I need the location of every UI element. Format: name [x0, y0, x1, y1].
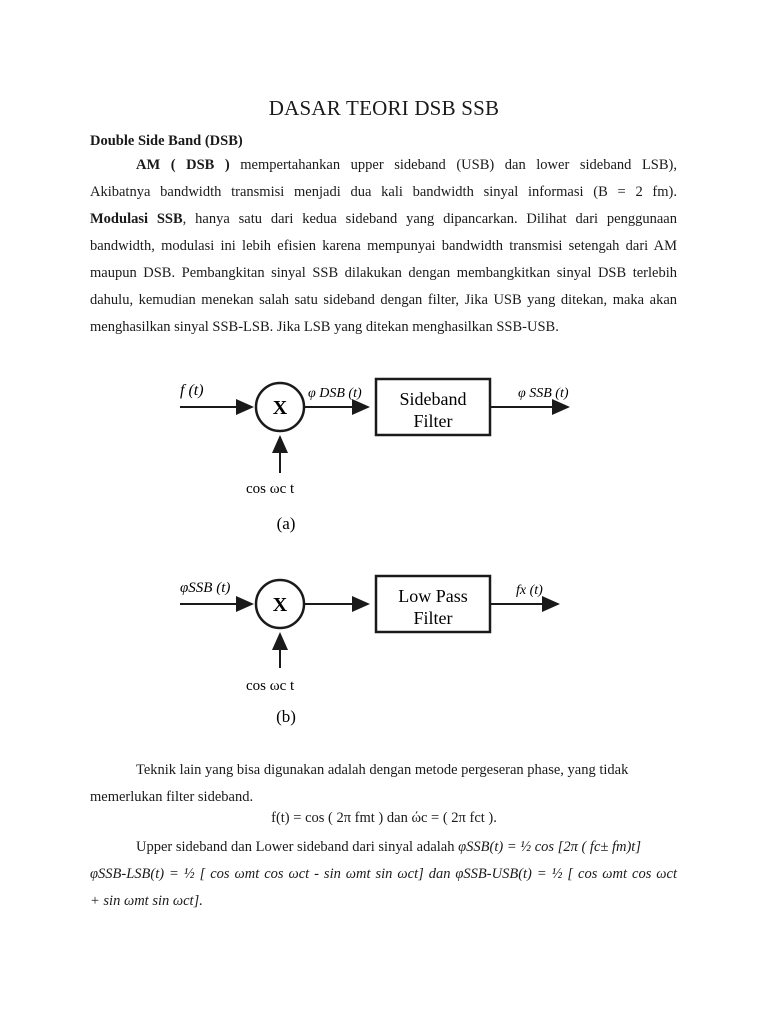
formula-signal-definition: f(t) = cos ( 2π fmt ) dan ώc = ( 2π fct ).	[271, 810, 497, 826]
paragraph-line	[90, 152, 677, 179]
paragraph-line: bandwidth, modulasi ini lebih efisien karena mempunyai bandwidth transmisi setengah dari AM	[90, 238, 677, 254]
bold-term-am-dsb: AM ( DSB )	[136, 157, 230, 173]
mixer-symbol: X	[272, 594, 288, 616]
diagram-a-svg	[172, 365, 612, 545]
text-span: mempertahankan upper sideband (USB) dan lower sideband LSB),	[229, 157, 677, 173]
input-label: φSSB (t)	[180, 580, 231, 596]
paragraph-line	[90, 206, 677, 233]
input-label: f (t)	[180, 382, 204, 399]
diagram-a-ssb-generator	[172, 365, 612, 545]
diagram-caption: (b)	[276, 707, 296, 726]
diagram-b-svg	[172, 562, 612, 734]
paragraph-line: menghasilkan sinyal SSB-LSB. Jika LSB yang ditekan menghasilkan SSB-USB.	[90, 319, 559, 335]
section-heading: Double Side Band (DSB)	[90, 133, 243, 149]
diagram-b-ssb-demodulator	[172, 562, 612, 734]
paragraph-line	[90, 757, 677, 784]
block-line1: Sideband	[399, 389, 467, 409]
text-span: Upper sideband dan Lower sideband dari sinyal adalah	[136, 839, 459, 855]
carrier-label: cos ωc t	[246, 481, 295, 497]
paragraph-line: dahulu, kemudian menekan salah satu sideband dengan filter, Jika USB yang ditekan, maka akan	[90, 292, 677, 308]
block-line2: Filter	[413, 411, 453, 431]
formula-ssb: φSSB(t) = ½ cos [2π ( fc± fm)t]	[458, 839, 641, 855]
paragraph-line: maupun DSB. Pembangkitan sinyal SSB dilakukan dengan membangkitkan sinyal DSB terlebih	[90, 265, 677, 281]
formula-lsb-usb: φSSB-LSB(t) = ½ [ cos ωmt cos ωct - sin ωmt sin ωct] dan φSSB-USB(t) = ½ [ cos ωmt cos ωct	[90, 866, 677, 882]
text-span: , hanya satu dari kedua sideband yang dipancarkan. Dilihat dari penggunaan	[182, 211, 677, 227]
paragraph-phase-shift	[90, 757, 677, 811]
output-label: φ SSB (t)	[518, 386, 569, 401]
text-span: Teknik lain yang bisa digunakan adalah dengan metode pergeseran phase, yang tidak	[136, 762, 629, 778]
block-line2: Filter	[413, 608, 453, 628]
paragraph-intro	[90, 152, 677, 341]
paragraph-line: Akibatnya bandwidth transmisi menjadi dua kali bandwidth sinyal informasi (B = 2 fm).	[90, 184, 677, 200]
formula-continuation: + sin ωmt sin ωct].	[90, 893, 203, 909]
paragraph-line	[90, 834, 677, 861]
page-title: DASAR TEORI DSB SSB	[268, 96, 500, 120]
paragraph-sideband-formula	[90, 834, 677, 915]
carrier-label: cos ωc t	[246, 678, 295, 694]
bold-term-modulasi-ssb: Modulasi SSB	[90, 211, 183, 227]
mixer-symbol: X	[272, 397, 288, 419]
mid-label: φ DSB (t)	[308, 386, 362, 401]
diagram-caption: (a)	[276, 514, 296, 533]
paragraph-line: memerlukan filter sideband.	[90, 789, 254, 805]
block-line1: Low Pass	[398, 586, 468, 606]
output-label: fx (t)	[516, 583, 543, 598]
